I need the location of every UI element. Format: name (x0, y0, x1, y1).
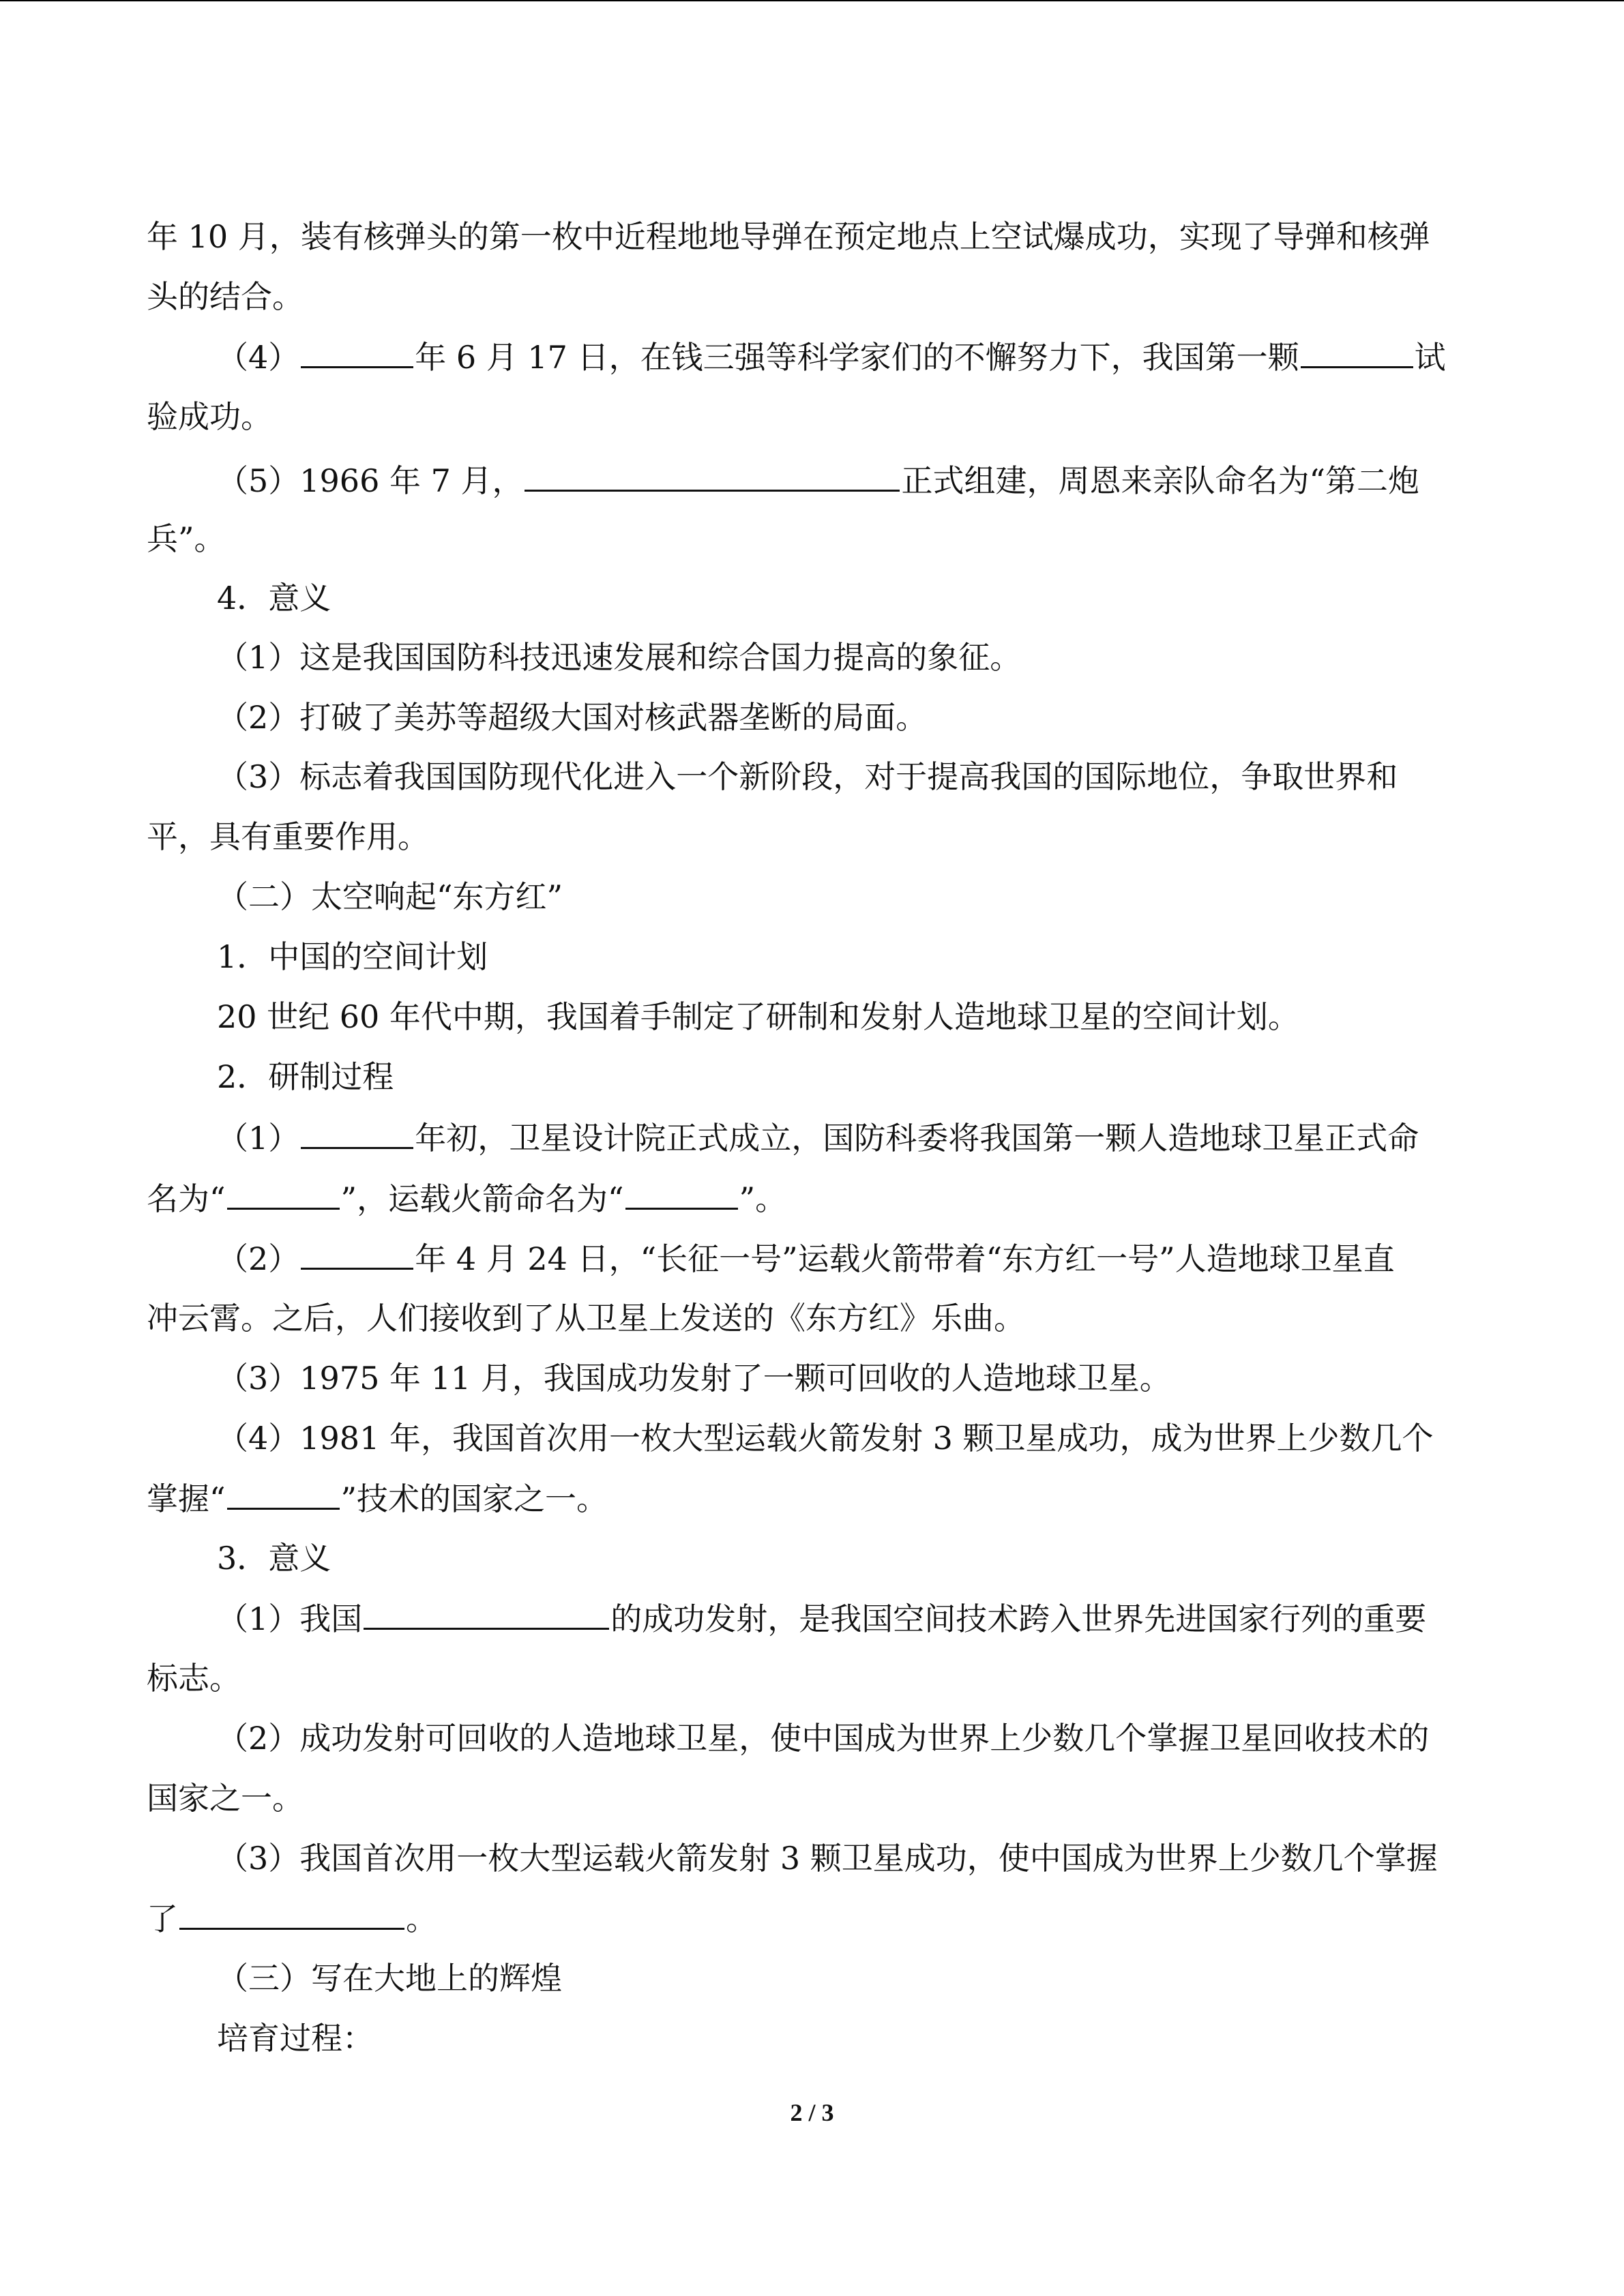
text-line: （1） 年初，卫星设计院正式成立，国防科委将我国第一颗人造地球卫星正式命 (217, 1117, 1419, 1158)
section-heading: 4．意义 (217, 580, 331, 616)
text-line: 兵”。 (147, 520, 226, 557)
fill-blank (364, 1598, 609, 1630)
text-line: （2）成功发射可回收的人造地球卫星，使中国成为世界上少数几个掌握卫星回收技术的 (217, 1720, 1430, 1757)
text-line: （2）打破了美苏等超级大国对核武器垄断的局面。 (217, 699, 928, 736)
text-line: 头的结合。 (147, 278, 304, 315)
text-line: 年 10 月，装有核弹头的第一枚中近程地地导弹在预定地点上空试爆成功，实现了导弹和核弹 (147, 218, 1430, 255)
text-line: 培育过程： (217, 2020, 374, 2057)
fill-blank (227, 1178, 340, 1210)
text-line: （5）1966 年 7 月， 正式组建，周恩来亲队命名为“第二炮 (217, 460, 1419, 501)
section-heading: 1．中国的空间计划 (217, 938, 488, 975)
text-line: 国家之一。 (147, 1780, 304, 1817)
fill-blank (301, 1238, 413, 1270)
text-line: 验成功。 (147, 398, 272, 435)
text-line: 20 世纪 60 年代中期，我国着手制定了研制和发射人造地球卫星的空间计划。 (217, 998, 1299, 1035)
fill-blank (625, 1178, 738, 1210)
section-heading: 2．研制过程 (217, 1058, 394, 1095)
section-heading: （二）太空响起“东方红” (217, 878, 563, 915)
page-number: 2 / 3 (790, 2099, 834, 2126)
fill-blank (301, 336, 413, 368)
fill-blank (301, 1117, 413, 1149)
fill-blank (227, 1478, 340, 1510)
text-line: （2） 年 4 月 24 日，“长征一号”运载火箭带着“东方红一号”人造地球卫星直 (217, 1238, 1395, 1279)
text-line: （3）标志着我国国防现代化进入一个新阶段，对于提高我国的国际地位，争取世界和 (217, 758, 1398, 795)
text-line: （3）我国首次用一枚大型运载火箭发射 3 颗卫星成功，使中国成为世界上少数几个掌握 (217, 1840, 1438, 1877)
text-line: 掌握“ ”技术的国家之一。 (147, 1478, 608, 1519)
text-line: 平，具有重要作用。 (147, 818, 429, 855)
text-line: （4）1981 年，我国首次用一枚大型运载火箭发射 3 颗卫星成功，成为世界上少数几个 (217, 1420, 1434, 1457)
text-line: （3）1975 年 11 月，我国成功发射了一颗可回收的人造地球卫星。 (217, 1360, 1171, 1397)
fill-blank (525, 460, 900, 492)
text-line: （4） 年 6 月 17 日，在钱三强等科学家们的不懈努力下，我国第一颗 试 (217, 336, 1446, 377)
text-line: 标志。 (147, 1660, 241, 1697)
section-heading: （三）写在大地上的辉煌 (217, 1960, 562, 1997)
text-line: 名为“ ”，运载火箭命名为“ ”。 (147, 1178, 786, 1219)
fill-blank (1301, 336, 1413, 368)
text-line: （1）我国 的成功发射，是我国空间技术跨入世界先进国家行列的重要 (217, 1598, 1426, 1639)
text-line: （1）这是我国国防科技迅速发展和综合国力提高的象征。 (217, 639, 1022, 676)
text-line: 了 。 (147, 1898, 437, 1939)
section-heading: 3．意义 (217, 1540, 331, 1577)
text-line: 冲云霄。之后，人们接收到了从卫星上发送的《东方红》乐曲。 (147, 1300, 1025, 1337)
fill-blank (179, 1898, 404, 1930)
